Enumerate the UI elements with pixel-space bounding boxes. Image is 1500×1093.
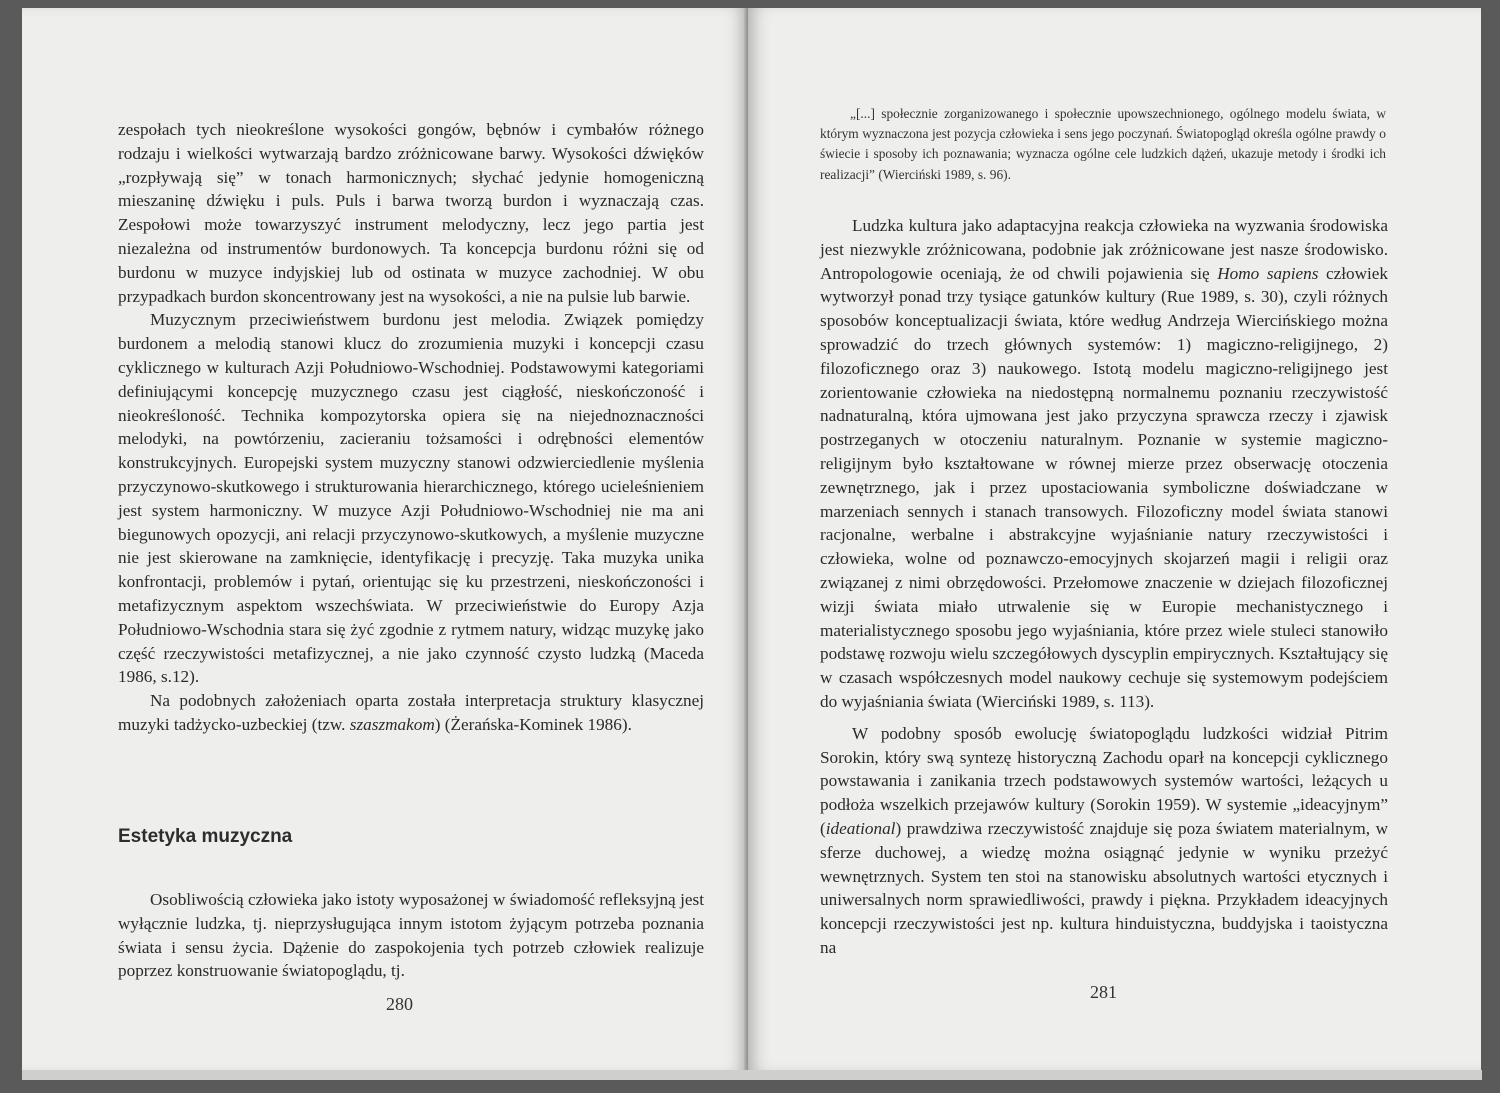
paragraph [118, 888, 704, 983]
right-page-body [820, 214, 1388, 960]
italic-term: ideational [825, 818, 896, 838]
paragraph-text: Na podobnych założeniach oparta została interpretacja struktury klasycznej muzyki tadżycko-uzbeckiej (tzw. [118, 691, 704, 734]
paragraph-text: Ludzka kultura jako adaptacyjna reakcja człowieka na wyzwania środowiska jest niezwykle zróżnicowana, podobnie jak zróżnicowane jest nasze środowisko. Antropologowie oceniają, że od chwili pojawienia się [820, 216, 1388, 283]
italic-term: Homo sapiens [1217, 263, 1319, 283]
paragraph-text: człowiek wytworzył ponad trzy tysiące gatunków kultury (Rue 1989, s. 30), czyli różnych sposobów konceptualizacji świata, które według Andrzeja Wiercińskiego można sprowadzić do trzech głównych systemów: 1) magiczno-religijnego, 2) filozoficznego oraz 3) naukowego. Istotą modelu magiczno-religijnego jest zorientowanie człowieka na niedostępną normalnemu poznaniu rzeczywistość nadnaturalną, która ujmowana jest jako przyczyna sprawcza rzeczy i zjawisk postrzeganych w otoczeniu naturalnym. Poznanie w systemie magiczno-religijnym było kształtowane w równej mierze przez obserwację otoczenia zewnętrznego, jak i przez upostaciowania symboliczne doświadczane w marzeniach sennych i stanach transowych. Filozoficzny model świata stanowi racjonalne, werbalne i abstrakcyjne wyjaśnianie natury rzeczywistości i człowieka, wolne od poznawczo-emocyjnych skojarzeń magii i religii oraz związanej z nimi obrzędowości. Przełomowe znaczenie w dziejach filozoficznej wizji świata miało utrwalenie się w Europie mechanistycznego i materialistycznego sposobu jego wyjaśniania, które przez wiele stuleci stanowiło podstawę rozwoju wielu szczegółowych dyscyplin empirycznych. Kształtujący się w czasach współczesnych model naukowy cechuje się systemowym podejściem do wyjaśniania świata (Wierciński 1989, s. 113). [820, 263, 1389, 711]
paragraph: Muzycznym przeciwieństwem burdonu jest melodia. Związek pomiędzy burdonem a melodią stanowi klucz do zrozumienia muzyki i koncepcji czasu cyklicznego w kulturach Azji Południowo-Wschodniej. Podstawowymi kategoriami definiującymi koncepcję muzycznego czasu jest ciągłość, nieskończoność i nieokreśloność. Technika kompozytorska opiera się na niejednoznaczności melodyki, na powtórzeniu, zacieraniu tożsamości i odrębności elementów konstrukcyjnych. Europejski system muzyczny stanowi odzwierciedlenie myślenia przyczynowo-skutkowego i strukturowania hierarchicznego, którego ucieleśnieniem jest system harmoniczny. W muzyce Azji Południowo-Wschodniej nie ma ani biegunowych opozycji, ani relacji przyczynowo-skutkowych, a myślenie muzyczne nie jest skierowane na zamknięcie, identyfikację i precyzję. Taka muzyka unika konfrontacji, problemów i pytań, orientując się ku przestrzeni, nieskończoności i metafizycznym aspektom wszechświata. W przeciwieństwie do Europy Azja Południowo-Wschodnia stara się żyć zgodnie z rytmem natury, widząc muzykę jako część rzeczywistości metafizycznej, a nie jako czynność czysto ludzką (Maceda 1986, s.12). [118, 310, 704, 687]
paragraph: zespołach tych nieokreślone wysokości gongów, bębnów i cymbałów różnego rodzaju i wielkości wytwarzają bardzo zróżnicowane barwy. Wysokości dźwięków „rozpływają się” w tonach harmonicznych; słychać jedynie homogeniczną mieszaninę dźwięku i puls. Puls i barwa tworzą burdon i wyznaczają czas. Zespołowi może towarzyszyć instrument melodyczny, lecz jego partia jest niezależna od instrumentów burdonowych. Ta koncepcja burdonu różni się od burdonu w muzyce indyjskiej lub od ostinata w muzyce zachodniej. W obu przypadkach burdon skoncentrowany jest na wysokości, a nie na pulsie lub barwie. [118, 120, 704, 306]
block-quote [820, 104, 1386, 185]
left-page [22, 8, 748, 1072]
italic-term: szaszmakom [349, 714, 435, 734]
paragraph [820, 214, 1388, 714]
quote-text: „[...] społecznie zorganizowanego i społecznie upowszechnionego, ogólnego modelu świata, w którym wyznaczona jest pozycja człowieka i sens jego poczynań. Światopogląd określa ogólne prawdy o świecie i sposoby ich poznawania; wyznacza ogólne cele ludzkich dążeń, ukazuje metody i środki ich realizacji” (Wierciński 1989, s. 96). [820, 106, 1386, 182]
page-edge [22, 1070, 1482, 1080]
left-page-body [118, 118, 704, 737]
page-number: 281 [1090, 982, 1117, 1002]
paragraph [118, 689, 704, 737]
paragraph-text: ) (Żerańska-Kominek 1986). [434, 714, 632, 734]
section-heading: Estetyka muzyczna [118, 826, 293, 847]
page-number: 280 [386, 994, 413, 1014]
paragraph-text: W podobny sposób ewolucję światopoglądu ludzkości widział Pitrim Sorokin, który swą syntezę historyczną Zachodu oparł na koncepcji cyklicznego powstawania i zanikania trzech podstawowych systemów wartości, leżących u podłoża wszelkich przejawów kultury (Sorokin 1959). W systemie „ideacyjnym” ( [820, 723, 1388, 838]
paragraph-text: ) prawdziwa rzeczywistość znajduje się poza światem materialnym, w sferze duchowej, a wiedzę można osiągnąć jedynie w wyniku przeżyć wewnętrznych. System ten stoi na stanowisku absolutnych wartości etycznych i uniwersalnych norm sprawiedliwości, prawdy i piękna. Przykładem ideacyjnych koncepcji rzeczywistości jest np. kultura hinduistyczna, buddyjska i taoistyczna na [820, 818, 1388, 957]
paragraph-text: Osobliwością człowieka jako istoty wyposażonej w świadomość refleksyjną jest wyłącznie ludzka, tj. nieprzysługująca innym istotom żyjącym potrzeba poznania świata i sensu życia. Dążenie do zaspokojenia tych potrzeb człowiek realizuje poprzez konstruowanie światopoglądu, tj. [118, 890, 704, 981]
right-page [748, 8, 1481, 1070]
paragraph [820, 722, 1388, 960]
